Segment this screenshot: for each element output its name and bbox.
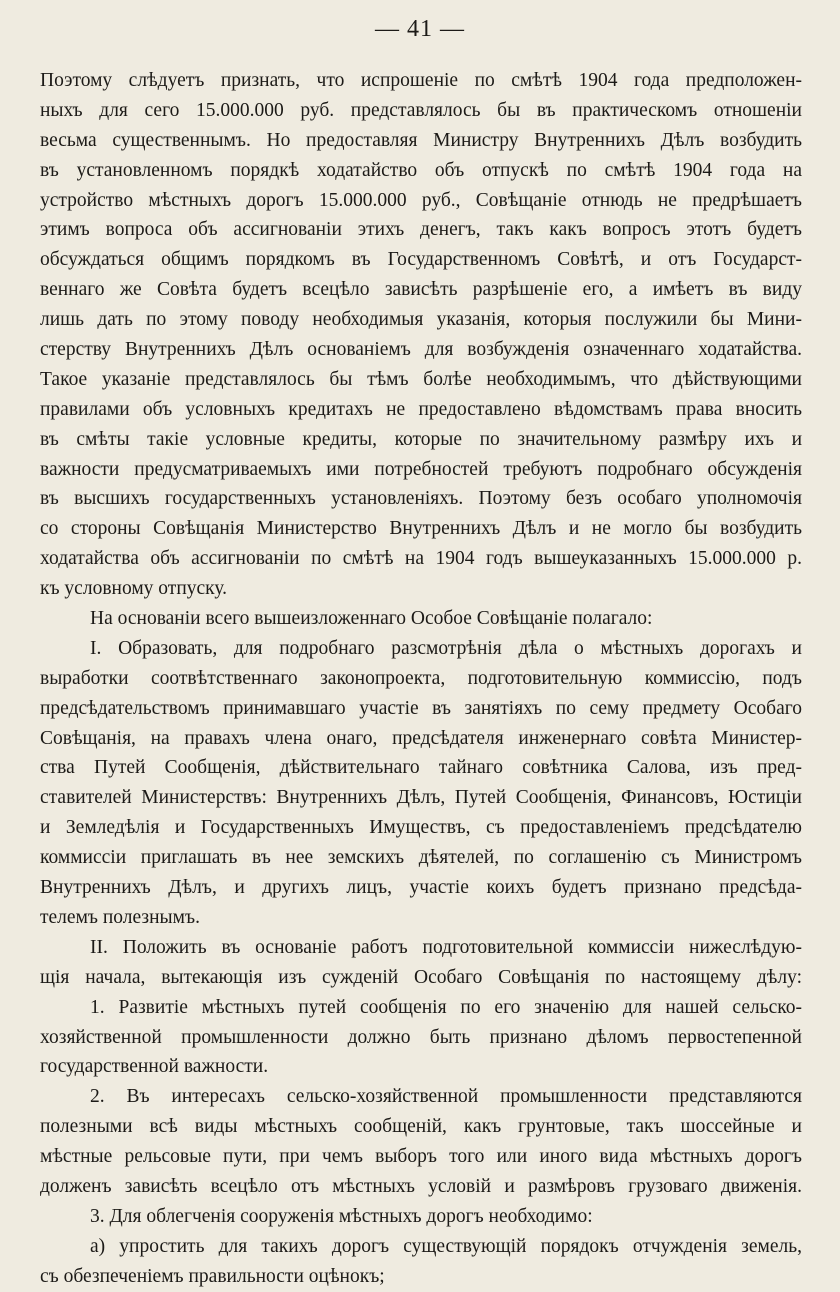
- page-number: — 41 —: [375, 16, 465, 42]
- text-line: ставителей Министерствъ: Внутреннихъ Дѣлъ, Путей Сообщенія, Финансовъ, Юстиціи: [40, 787, 802, 809]
- text-line: съ обезпеченіемъ правильности оцѣнокъ;: [40, 1265, 385, 1287]
- text-line: полезными всѣ виды мѣстныхъ сообщеній, какъ грунтовые, такъ шоссейные и: [40, 1116, 802, 1138]
- text-line: ства Путей Сообщенія, дѣйствительнаго тайнаго совѣтника Салова, изъ пред-: [40, 757, 802, 779]
- text-line: 3. Для облегченія сооруженія мѣстныхъ дорогъ необходимо:: [90, 1205, 593, 1227]
- text-line: Совѣщанія, на правахъ члена онаго, предсѣдателя инженернаго совѣта Министер-: [40, 727, 802, 749]
- text-line: и Земледѣлія и Государственныхъ Имуществъ, съ предоставленіемъ предсѣдателю: [40, 817, 802, 839]
- text-line: веннаго же Совѣта будетъ всецѣло зависѣть разрѣшеніе его, а имѣетъ въ виду: [40, 279, 802, 301]
- text-line: обсуждаться общимъ порядкомъ въ Государственномъ Совѣтѣ, и отъ Государст-: [40, 249, 802, 271]
- text-line: долженъ зависѣть всецѣло отъ мѣстныхъ условій и размѣровъ грузоваго движенія.: [40, 1175, 802, 1197]
- text-line: 2. Въ интересахъ сельско-хозяйственной промышленности представляются: [90, 1086, 802, 1108]
- text-line: мѣстные рельсовые пути, при чемъ выборъ того или иного вида мѣстныхъ дорогъ: [40, 1146, 802, 1168]
- text-line: въ высшихъ государственныхъ установленіяхъ. Поэтому безъ особаго уполномочія: [40, 488, 802, 510]
- text-line: правилами объ условныхъ кредитахъ не предоставлено вѣдомствамъ права вносить: [40, 398, 802, 420]
- body-text: [40, 66, 802, 1292]
- text-line: Внутреннихъ Дѣлъ, и другихъ лицъ, участіе коихъ будетъ признано предсѣда-: [40, 877, 802, 899]
- text-line: телемъ полезнымъ.: [40, 906, 200, 928]
- text-line: ныхъ для сего 15.000.000 руб. представлялось бы въ практическомъ отношеніи: [40, 99, 802, 121]
- text-line: важности предусматриваемыхъ ими потребностей требуютъ подробнаго обсужденія: [40, 458, 802, 480]
- text-line: государственной важности.: [40, 1056, 269, 1078]
- text-line: хозяйственной промышленности должно быть признано дѣломъ первостепенной: [40, 1026, 802, 1048]
- text-line: устройство мѣстныхъ дорогъ 15.000.000 руб., Совѣщаніе отнюдь не предрѣшаетъ: [40, 189, 802, 211]
- text-line: ходатайства объ ассигнованіи по смѣтѣ на 1904 годъ вышеуказанныхъ 15.000.000 р.: [40, 548, 802, 570]
- text-line: коммиссіи приглашать въ нее земскихъ дѣятелей, по соглашенію съ Министромъ: [40, 847, 802, 869]
- text-line: Такое указаніе представлялось бы тѣмъ болѣе необходимымъ, что дѣйствующими: [40, 368, 802, 390]
- text-line: въ установленномъ порядкѣ ходатайство объ отпускѣ по смѣтѣ 1904 года на: [40, 159, 802, 181]
- text-line: Поэтому слѣдуетъ признать, что испрошеніе по смѣтѣ 1904 года предположен-: [40, 70, 802, 91]
- text-line: предсѣдательствомъ принимавшаго участіе въ занятіяхъ по сему предмету Особаго: [40, 697, 802, 719]
- text-line: стерству Внутреннихъ Дѣлъ основаніемъ для возбужденія означеннаго ходатайства.: [40, 339, 802, 361]
- text-line: выработки соотвѣтственнаго законопроекта, подготовительную коммиссію, подъ: [40, 667, 802, 689]
- text-line: На основаніи всего вышеизложеннаго Особое Совѣщаніе полагало:: [90, 608, 653, 630]
- text-line: въ смѣты такіе условные кредиты, которые по значительному размѣру ихъ и: [40, 428, 802, 450]
- text-line: I. Образовать, для подробнаго разсмотрѣнія дѣла о мѣстныхъ дорогахъ и: [90, 637, 802, 659]
- text-line: весьма существеннымъ. Но предоставляя Министру Внутреннихъ Дѣлъ возбудить: [40, 129, 802, 151]
- text-line: къ условному отпуску.: [40, 578, 228, 600]
- text-line: лишь дать по этому поводу необходимыя указанія, которыя послужили бы Мини-: [40, 309, 802, 331]
- text-line: II. Положить въ основаніе работъ подготовительной коммиссіи нижеслѣдую-: [90, 936, 802, 958]
- text-line: 1. Развитіе мѣстныхъ путей сообщенія по его значенію для нашей сельско-: [90, 996, 802, 1018]
- text-line: щія начала, вытекающія изъ сужденій Особаго Совѣщанія по настоящему дѣлу:: [40, 966, 802, 988]
- text-line: этимъ вопроса объ ассигнованіи этихъ денегъ, такъ какъ вопросъ этотъ будетъ: [40, 219, 802, 241]
- text-line: со стороны Совѣщанія Министерство Внутреннихъ Дѣлъ и не могло бы возбудить: [40, 518, 802, 540]
- text-line: а) упростить для такихъ дорогъ существующій порядокъ отчужденія земель,: [90, 1235, 802, 1257]
